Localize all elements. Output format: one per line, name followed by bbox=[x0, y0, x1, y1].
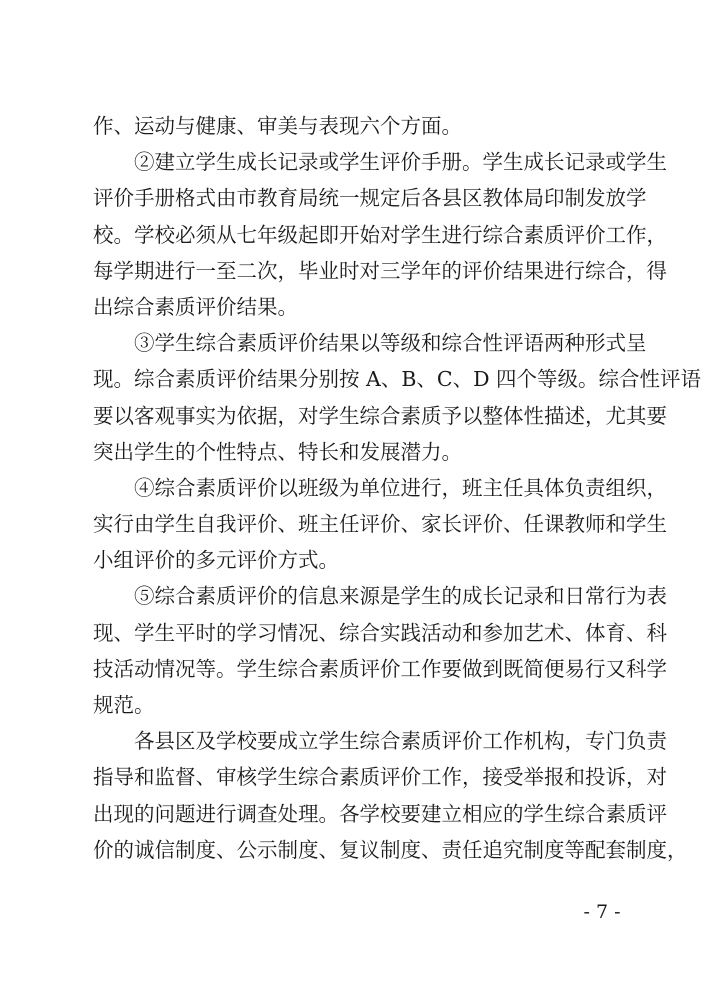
text-line: 出现的问题进行调查处理。各学校要建立相应的学生综合素质评 bbox=[93, 801, 667, 826]
text-line: ③学生综合素质评价结果以等级和综合性评语两种形式呈 bbox=[134, 331, 647, 356]
text-line: 要以客观事实为依据，对学生综合素质予以整体性描述，尤其要 bbox=[93, 403, 667, 428]
paragraph-item-5 bbox=[93, 578, 667, 723]
text-line: 价的诚信制度、公示制度、复议制度、责任追究制度等配套制度， bbox=[93, 837, 688, 862]
text-line: 校。学校必须从七年级起即开始对学生进行综合素质评价工作， bbox=[93, 222, 667, 247]
text-line: 规范。 bbox=[93, 693, 155, 717]
text-line: ④综合素质评价以班级为单位进行，班主任具体负责组织， bbox=[134, 475, 667, 500]
text-line: 指导和监督、审核学生综合素质评价工作，接受举报和投诉，对 bbox=[93, 765, 667, 790]
text-line: 每学期进行一至二次，毕业时对三学年的评价结果进行综合，得 bbox=[93, 258, 667, 283]
document-body bbox=[93, 108, 701, 868]
text-line: 实行由学生自我评价、班主任评价、家长评价、任课教师和学生 bbox=[93, 512, 667, 537]
text-line: 现。综合素质评价结果分别按 A、B、C、D 四个等级。综合性评语 bbox=[93, 367, 701, 392]
text-line: 突出学生的个性特点、特长和发展潜力。 bbox=[93, 439, 462, 464]
text-line: 小组评价的多元评价方式。 bbox=[93, 548, 339, 573]
paragraph-institutions bbox=[93, 723, 688, 868]
page-number: - 7 - bbox=[583, 901, 621, 923]
text-line: 各县区及学校要成立学生综合素质评价工作机构，专门负责 bbox=[134, 729, 667, 754]
paragraph-continuation bbox=[93, 108, 626, 144]
paragraph-item-4 bbox=[93, 470, 667, 579]
text-line: ⑤综合素质评价的信息来源是学生的成长记录和日常行为表 bbox=[134, 584, 667, 609]
text-line: 作、运动与健康、审美与表现六个方面。 bbox=[93, 114, 462, 138]
text-line: 技活动情况等。学生综合素质评价工作要做到既简便易行又科学 bbox=[93, 656, 667, 681]
paragraph-item-2 bbox=[93, 144, 667, 325]
text-line: 评价手册格式由市教育局统一规定后各县区教体局印制发放学 bbox=[93, 186, 647, 211]
text-line: ②建立学生成长记录或学生评价手册。学生成长记录或学生 bbox=[134, 150, 667, 175]
paragraph-item-3 bbox=[93, 325, 701, 470]
text-line: 现、学生平时的学习情况、综合实践活动和参加艺术、体育、科 bbox=[93, 620, 667, 645]
text-line: 出综合素质评价结果。 bbox=[93, 294, 298, 319]
